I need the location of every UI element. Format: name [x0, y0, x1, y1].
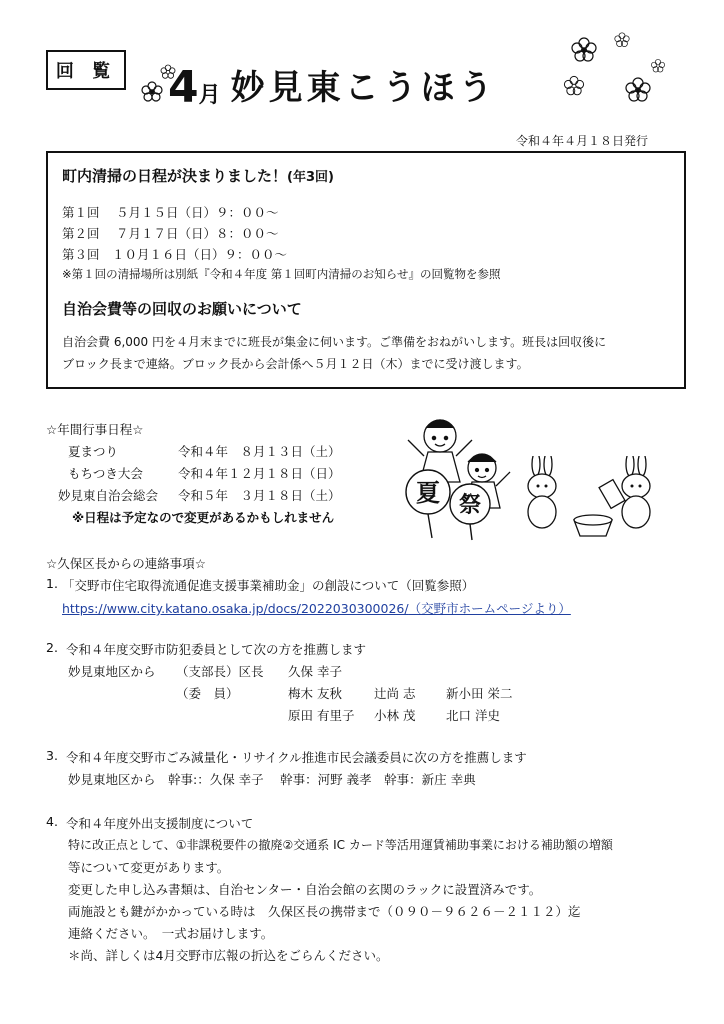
item4-line: 両施設とも鍵がかかっている時は 久保区長の携帯まで（０９０－９６２６－２１１２）迄 — [68, 904, 581, 919]
event-date: 令和４年 ８月１３日（土） — [178, 444, 341, 459]
event-name: もちつき大会 — [68, 466, 143, 481]
item2-area: 妙見東地区から — [68, 664, 156, 679]
committee-member: 辻尚 志 — [374, 686, 416, 701]
cleaning-note: ※第１回の清掃場所は別紙『令和４年度 第１回町内清掃のお知らせ』の回覧物を参照 — [62, 267, 501, 281]
item4-line: 連絡ください。 一式お届けします。 — [68, 926, 274, 941]
fan-label-right: 祭 — [458, 493, 482, 518]
item4-text: 令和４年度外出支援制度について — [66, 816, 254, 831]
contact-heading: ☆久保区長からの連絡事項☆ — [46, 556, 206, 571]
item4-line: 変更した申し込み書類は、自治センター・自治会館の玄関のラックに設置済みです。 — [68, 882, 542, 897]
item4-note: ＊尚、詳しくは4月交野市広報の折込をごらんください。 — [68, 948, 389, 963]
item2-role2: （委 員） — [176, 686, 239, 701]
committee-member: 梅木 友秋 — [288, 686, 342, 701]
cleaning-line: 第３回 １０月１６日（日）９：００～ — [62, 247, 288, 262]
item4-number: 4. — [46, 814, 58, 829]
title-month: 4月 — [168, 62, 221, 113]
item3-line: 妙見東地区から 幹事:：久保 幸子 幹事：河野 義孝 幹事：新庄 幸典 — [68, 772, 476, 787]
title-text: 妙見東こうほう — [230, 67, 497, 108]
item2-role1: （支部長）区長 — [176, 664, 264, 679]
item1-number: 1. — [46, 576, 58, 591]
events-note: ※日程は予定なので変更があるかもしれません — [72, 510, 335, 525]
item1-text: 「交野市住宅取得流通促進支援事業補助金」の創設について（回覧参照） — [62, 578, 475, 593]
item1-url-link[interactable]: https://www.city.katano.osaka.jp/docs/2022030300026/ — [62, 601, 409, 616]
cleaning-line: 第２回 ７月１７日（日）８：００～ — [62, 226, 279, 241]
rabbits-mochi-illustration — [522, 456, 672, 540]
events-heading: ☆年間行事日程☆ — [46, 422, 144, 437]
fee-line: ブロック長まで連絡。ブロック長から会計係へ５月１２日（木）までに受け渡します。 — [62, 357, 529, 371]
item4-line: 特に改正点として、①非課税要件の撤廃②交通系 IC カード等活用運賃補助事業における補助額の増額 — [68, 838, 613, 852]
fee-heading: 自治会費等の回収のお願いについて — [62, 300, 302, 318]
committee-member: 原田 有里子 — [288, 708, 355, 723]
fee-line: 自治会費 6,000 円を４月末までに班長が集金に伺います。ご準備をおねがいします。班長は回収後に — [62, 335, 607, 349]
event-name: 妙見東自治会総会 — [58, 488, 159, 503]
event-date: 令和４年１２月１８日（日） — [178, 466, 341, 481]
cleaning-line: 第１回 ５月１５日（日）９：００～ — [62, 205, 279, 220]
newsletter-title — [168, 54, 497, 113]
item2-person1: 久保 幸子 — [288, 664, 342, 679]
committee-member: 小林 茂 — [374, 708, 416, 723]
item4-line: 等について変更があります。 — [68, 860, 230, 875]
item3-number: 3. — [46, 748, 58, 763]
item2-text: 令和４年度交野市防犯委員として次の方を推薦します — [66, 642, 367, 657]
fan-label-left: 夏 — [416, 479, 440, 507]
circular-label: 回 覧 — [46, 50, 126, 90]
item1-link-row — [62, 598, 571, 617]
cherry-blossom-icon — [560, 30, 670, 120]
committee-member: 北口 洋史 — [446, 708, 500, 723]
event-name: 夏まつり — [68, 444, 119, 459]
committee-member: 新小田 栄二 — [446, 686, 513, 701]
item1-url-suffix[interactable]: （交野市ホームページより） — [408, 601, 571, 616]
festival-kids-illustration — [398, 412, 518, 544]
issue-date: 令和４年４月１８日発行 — [515, 134, 648, 148]
event-date: 令和５年 ３月１８日（土） — [178, 488, 341, 503]
cleaning-heading: 町内清掃の日程が決まりました！(年3回) — [62, 167, 334, 185]
item3-text: 令和４年度交野市ごみ減量化・リサイクル推進市民会議委員に次の方を推薦します — [66, 750, 527, 765]
item2-number: 2. — [46, 640, 58, 655]
